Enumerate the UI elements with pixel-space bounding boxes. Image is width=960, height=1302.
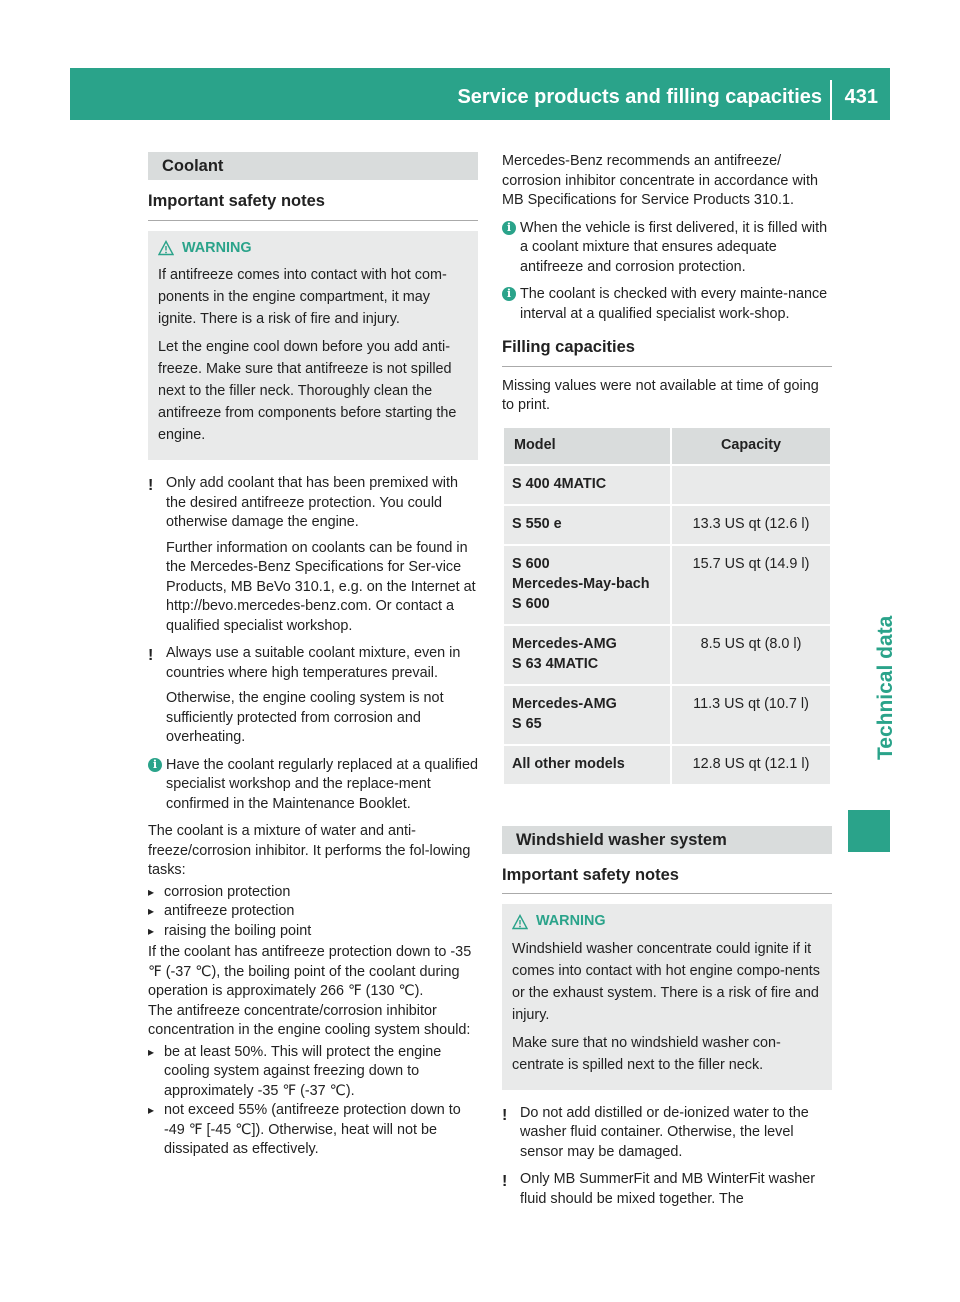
concentration-list — [148, 1043, 478, 1160]
exclamation-icon: ! — [502, 1173, 508, 1190]
task-list — [148, 883, 478, 942]
capacity-cell: 12.8 US qt (12.1 l) — [672, 746, 830, 784]
header-separator — [830, 80, 832, 120]
exclamation-icon: ! — [502, 1106, 508, 1124]
warning-paragraph: If antifreeze comes into contact with hot com-ponents in the engine compartment, it may ignite. There is a risk of fire and injury. — [158, 267, 447, 327]
exclamation-icon: ! — [148, 477, 154, 494]
note-paragraph: Otherwise, the engine cooling system is not sufficiently protected from corrosion and overheating. — [166, 690, 444, 745]
section-title-washer: Windshield washer system — [502, 826, 832, 854]
note-paragraph: Do not add distilled or de-ionized water to the washer fluid container. Otherwise, the level sensor may be damaged. — [520, 1104, 809, 1160]
list-item: ▸ antifreeze protection — [148, 902, 478, 922]
subheading-safety: Important safety notes — [502, 866, 832, 895]
warning-paragraph: Make sure that no windshield washer con-centrate is spilled next to the filler neck. — [512, 1034, 781, 1073]
note-paragraph: When the vehicle is first delivered, it is filled with a coolant mixture that ensures adequate antifreeze and corrosion protection. — [520, 219, 828, 275]
note-item — [502, 219, 832, 278]
warning-box — [148, 231, 478, 461]
model-cell: S 400 4MATIC — [504, 466, 670, 504]
note-item — [148, 644, 478, 748]
table-row — [504, 506, 830, 544]
note-item — [502, 1170, 832, 1209]
body-text: Missing values were not available at time of going to print. — [502, 377, 819, 413]
table-body — [504, 466, 830, 784]
capacity-cell: 8.5 US qt (8.0 l) — [672, 626, 830, 684]
subheading-safety: Important safety notes — [148, 192, 478, 221]
info-icon: i — [502, 287, 516, 301]
warning-label: WARNING — [536, 913, 606, 929]
note-item — [502, 1104, 832, 1163]
body-text: If the coolant has antifreeze protection down to -35 ℉ (-37 ℃), the boiling point of the coolant during operation is approximately 266 ℉ (130 ℃). — [148, 944, 472, 999]
note-item — [148, 756, 478, 815]
warning-label: WARNING — [182, 239, 252, 256]
list-item: ▸ be at least 50%. This will protect the engine cooling system against freezing down to approximately -35 ℉ (-37 ℃). — [148, 1043, 478, 1102]
warning-paragraph: Let the engine cool down before you add anti-freeze. Make sure that antifreeze is not spilled next to the filler neck. Thoroughly clean the antifreeze from components before starting the engine. — [158, 339, 457, 443]
model-cell: Mercedes-AMG S 63 4MATIC — [504, 626, 670, 684]
table-header-row — [504, 428, 830, 464]
note-item — [148, 474, 478, 636]
warning-triangle-icon — [158, 240, 174, 256]
model-cell: Mercedes-AMG S 65 — [504, 686, 670, 744]
list-item: ▸ not exceed 55% (antifreeze protection down to -49 ℉ [-45 ℃]). Otherwise, heat will not be dissipated as effectively. — [148, 1101, 478, 1160]
warning-box — [502, 904, 832, 1090]
warning-header — [512, 912, 822, 932]
warning-paragraph: Windshield washer concentrate could ignite if it comes into contact with hot engine compo-nents or the exhaust system. There is a risk of fire and injury. — [512, 940, 820, 1023]
capacity-cell — [672, 466, 830, 504]
header-title: Service products and filling capacities — [457, 86, 822, 108]
info-icon: i — [502, 221, 516, 235]
note-paragraph: Further information on coolants can be found in the Mercedes-Benz Specifications for Ser-vice Products, MB BeVo 310.1, e.g. on the Internet at http://bevo.mercedes-benz.com. Or contact a qualified specialist workshop. — [166, 539, 476, 634]
page-number: 431 — [844, 86, 878, 108]
column-header-capacity: Capacity — [672, 428, 830, 464]
note-paragraph: Have the coolant regularly replaced at a qualified specialist workshop and the replace-ment confirmed in the Maintenance Booklet. — [166, 756, 478, 812]
note-paragraph: Only MB SummerFit and MB WinterFit washer fluid should be mixed together. The — [520, 1171, 816, 1207]
table-row — [504, 686, 830, 744]
model-cell: All other models — [504, 746, 670, 784]
model-cell: S 600 Mercedes-May-bach S 600 — [504, 546, 670, 624]
section-title-coolant: Coolant — [148, 152, 478, 180]
side-tab-marker — [848, 810, 890, 852]
capacity-table — [502, 426, 832, 786]
body-text: Mercedes-Benz recommends an antifreeze/ corrosion inhibitor concentrate in accordance with MB Specifications for Service Products 310.1. — [502, 153, 818, 208]
right-column — [502, 152, 832, 1217]
note-item — [502, 285, 832, 324]
note-paragraph: Always use a suitable coolant mixture, even in countries where high temperatures prevail. — [166, 645, 461, 681]
list-item: ▸ corrosion protection — [148, 883, 478, 903]
column-header-model: Model — [504, 428, 670, 464]
table-row — [504, 746, 830, 784]
body-text: The antifreeze concentrate/corrosion inhibitor concentration in the engine cooling system should: — [148, 1002, 471, 1038]
exclamation-icon: ! — [148, 647, 154, 664]
capacity-cell: 11.3 US qt (10.7 l) — [672, 686, 830, 744]
subheading-filling: Filling capacities — [502, 338, 832, 367]
note-paragraph: Only add coolant that has been premixed with the desired antifreeze protection. You could otherwise damage the engine. — [166, 475, 458, 530]
info-icon: i — [148, 758, 162, 772]
capacity-cell: 15.7 US qt (14.9 l) — [672, 546, 830, 624]
warning-header — [158, 239, 468, 259]
warning-triangle-icon — [512, 914, 528, 930]
table-row — [504, 466, 830, 504]
left-column — [148, 152, 478, 1162]
note-paragraph: The coolant is checked with every mainte-nance interval at a qualified specialist work-shop. — [520, 286, 828, 322]
model-cell: S 550 e — [504, 506, 670, 544]
capacity-cell: 13.3 US qt (12.6 l) — [672, 506, 830, 544]
table-row — [504, 626, 830, 684]
table-row — [504, 546, 830, 624]
body-text: The coolant is a mixture of water and anti-freeze/corrosion inhibitor. It performs the fol-lowing tasks: — [148, 823, 471, 878]
list-item: ▸ raising the boiling point — [148, 922, 478, 942]
side-tab-label: Technical data — [874, 615, 897, 760]
page-header — [70, 68, 890, 120]
